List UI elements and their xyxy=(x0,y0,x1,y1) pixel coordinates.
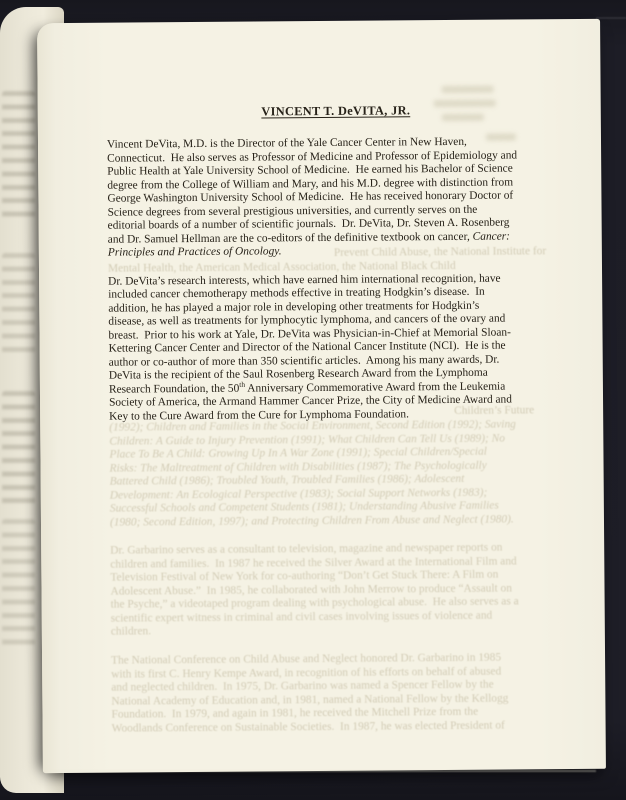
bleedthrough-line: Place To Be A Child: Growing Up In A War Zone (1991); Special Children/Special xyxy=(109,445,487,461)
bleedthrough-block xyxy=(109,418,516,529)
bleedthrough-line: Woodlands Conference on Sustainable Societies. In 1987, he was elected President of xyxy=(111,719,505,735)
paragraph xyxy=(108,272,541,424)
paragraph xyxy=(107,135,540,260)
mirrored-bleedthrough-lines xyxy=(2,253,35,359)
text-segment: Cancer: xyxy=(472,230,510,243)
bleedthrough-line: Television Festival of New York for co-authoring “Don’t Get Stuck There: A Film on xyxy=(110,568,499,584)
bleedthrough-line: Risks: The Maltreatment of Children with Disabilities (1987); The Psychologically xyxy=(109,459,487,475)
bleedthrough-line: Battered Child (1986); Troubled Youth, Troubled Families (1986); Adolescent xyxy=(109,472,465,488)
bleedthrough-line: scientific expert witness in criminal and civil cases involving issues of violence and xyxy=(110,609,493,625)
text-segment: th xyxy=(239,379,246,389)
text-segment: Key to the Cure Award from the Cure for Lymphoma Foundation. xyxy=(109,407,410,423)
bleedthrough-line: (1992); Children and Families in the Social Environment, Second Edition (1992); Saving xyxy=(109,418,516,434)
document-text-column xyxy=(107,101,541,423)
page-title: VINCENT T. DeVITA, JR. xyxy=(261,103,411,119)
paragraph-line xyxy=(108,243,540,260)
bleedthrough-fragment: Mental Health, the American Medical Association, the National Black Child xyxy=(107,259,456,275)
mirrored-bleedthrough-lines xyxy=(2,91,35,219)
bleedthrough-fragment: Children’s Future xyxy=(454,404,535,417)
background-seam xyxy=(596,17,626,19)
text-segment: Principles and Practices of Oncology. xyxy=(107,245,282,259)
bleedthrough-line: Children: A Guide to Injury Prevention (1991); What Children Can Tell Us (1989); No xyxy=(109,432,505,448)
bleedthrough-line: Successful Schools and Competent Students (1981); Understanding Abusive Families xyxy=(109,499,499,515)
document-page xyxy=(37,19,606,773)
text-segment: Research Foundation, the 50 xyxy=(108,382,240,396)
text-segment: Public Health at Yale University School of Medicine. He earned his Bachelor of Science xyxy=(107,162,513,178)
bleedthrough-line: and neglected children. In 1975, Dr. Garbarino was named a Spencer Fellow by the xyxy=(111,678,494,694)
text-segment: and Dr. Samuel Hellman are the co-editors of the definitive textbook on cancer, xyxy=(107,230,473,246)
mirrored-bleedthrough-lines xyxy=(2,391,35,509)
text-segment: included cancer chemotherapy methods effective in treating Hodgkin’s disease. In xyxy=(108,285,485,301)
bleedthrough-line: Foundation. In 1979, and again in 1981, he received the Mitchell Prize from the xyxy=(111,705,479,721)
text-segment: Kettering Cancer Center and Director of the National Cancer Institute (NCI). He is the xyxy=(108,339,506,355)
bleedthrough-line: Development: An Ecological Perspective (1983); Social Support Networks (1983); xyxy=(109,486,488,502)
bleedthrough-line: The National Conference on Child Abuse and Neglect honored Dr. Garbarino in 1985 xyxy=(111,651,502,667)
text-segment: author or co-author of more than 350 scientific articles. Among his many awards, Dr. xyxy=(108,353,500,369)
bleedthrough-line: National Academy of Education and, in 1981, named a National Fellow by the Kellogg xyxy=(111,692,509,708)
text-segment: addition, he has played a major role in developing other treatments for Hodgkin’s xyxy=(108,299,480,315)
text-segment: Science degrees from several prestigious universities, and currently serves on the xyxy=(107,203,478,219)
bleedthrough-block xyxy=(111,652,509,736)
bleedthrough-line: Dr. Garbarino serves as a consultant to television, magazine and newspaper reports on xyxy=(110,541,503,557)
bleedthrough-line: children. xyxy=(110,625,152,638)
text-segment: degree from the College of William and Mary, and his M.D. degree with distinction from xyxy=(107,175,514,192)
bleedthrough-block xyxy=(110,541,519,639)
text-segment: Dr. DeVita’s research interests, which have earned him international recognition, have xyxy=(108,272,501,288)
text-segment: DeVita is the recipient of the Saul Rosenberg Research Award from the Lymphoma xyxy=(108,366,488,382)
bleedthrough-line: with its first C. Henry Kempe Award, in recognition of his efforts on behalf of abused xyxy=(111,665,502,681)
document-body xyxy=(107,135,541,423)
bleedthrough-smudge xyxy=(442,86,494,93)
text-segment: editorial boards of a number of scientific journals. Dr. DeVita, Dr. Steven A. Rosenberg xyxy=(107,216,510,232)
page-edge-highlight xyxy=(48,770,596,772)
text-segment: George Washington University School of Medicine. He has received honorary Doctor of xyxy=(107,189,514,205)
text-segment: breast. Prior to his work at Yale, Dr. DeVita was Physician-in-Chief at Memorial Sloan- xyxy=(108,326,511,342)
bleedthrough-line: (1980; Second Edition, 1997); and Protecting Children From Abuse and Neglect (1980). xyxy=(109,512,514,529)
text-segment: Anniversary Commemorative Award from the Leukemia xyxy=(244,380,506,395)
bleedthrough-line: children and families. In 1987 he received the Silver Award at the International Film and xyxy=(110,554,517,571)
bleedthrough-fragment: Prevent Child Abuse, the National Institute for xyxy=(333,245,547,259)
text-segment: disease, as well as treatments for lymphocytic lymphoma, and cancers of the ovary and xyxy=(108,312,506,328)
bleedthrough-line: Adolescent Abuse.” In 1985, he collaborated with John Merrow to produce “Assault on xyxy=(110,582,512,598)
bleedthrough-line: the Psyche,” a videotaped program dealing with psychological abuse. He also serves as a xyxy=(110,595,519,611)
text-segment: Connecticut. He also serves as Professor of Medicine and Professor of Epidemiology and xyxy=(107,148,518,165)
text-segment: Vincent DeVita, M.D. is the Director of the Yale Cancer Center in New Haven, xyxy=(106,135,467,151)
mirrored-bleedthrough-lines xyxy=(2,519,35,651)
text-segment: Society of America, the Armand Hammer Cancer Prize, the City of Medicine Award and xyxy=(108,393,512,409)
